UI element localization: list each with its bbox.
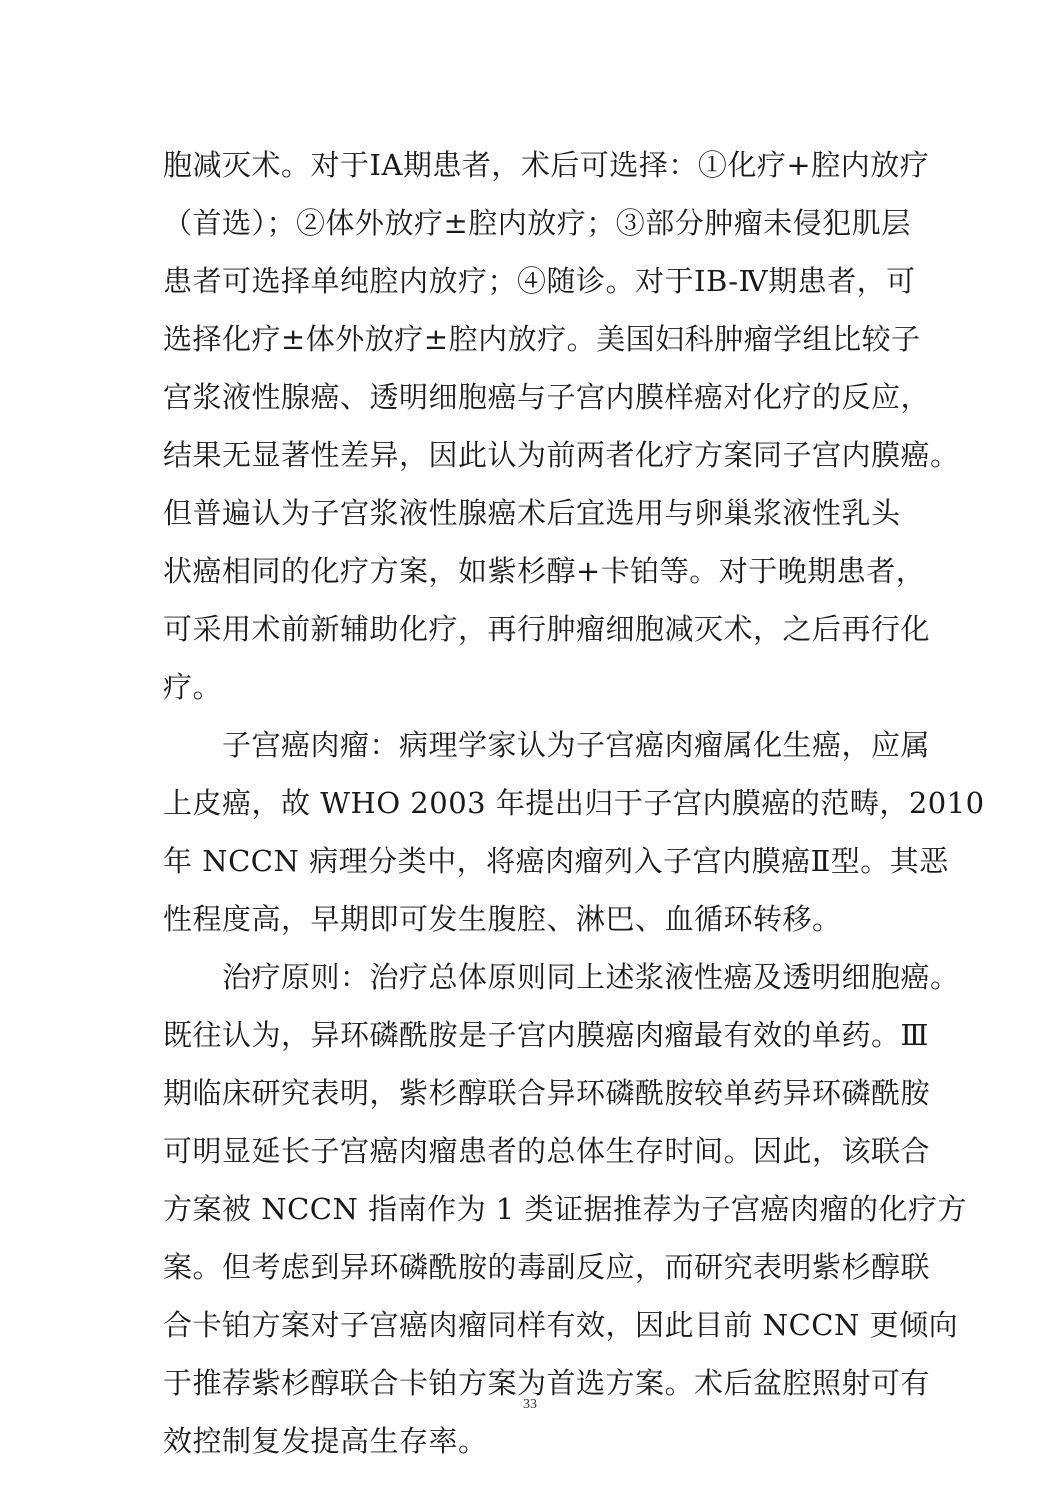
- text-line: （首选）；②体外放疗±腔内放疗；③部分肿瘤未侵犯肌层: [163, 206, 911, 240]
- text-line: 年 NCCN 病理分类中，将癌肉瘤列入子宫内膜癌Ⅱ型。其恶: [163, 844, 949, 878]
- body-text: [163, 136, 985, 1470]
- paragraph-start-line: 治疗原则：治疗总体原则同上述浆液性癌及透明细胞癌。: [163, 960, 960, 994]
- paragraph-start-line: 子宫癌肉瘤：病理学家认为子宫癌肉瘤属化生癌，应属: [163, 728, 931, 762]
- text-line: 结果无显著性差异，因此认为前两者化疗方案同子宫内膜癌。: [163, 438, 960, 472]
- text-line: 既往认为，异环磷酰胺是子宫内膜癌肉瘤最有效的单药。Ⅲ: [163, 1018, 929, 1052]
- text-line: 患者可选择单纯腔内放疗；④随诊。对于ⅠB-Ⅳ期患者，可: [163, 264, 916, 298]
- text-line: 上皮癌，故 WHO 2003 年提出归于子宫内膜癌的范畴，2010: [163, 786, 985, 820]
- text-line: 选择化疗±体外放疗±腔内放疗。美国妇科肿瘤学组比较子: [163, 322, 921, 356]
- text-line: 但普遍认为子宫浆液性腺癌术后宜选用与卵巢浆液性乳头: [163, 496, 901, 530]
- text-line: 效控制复发提高生存率。: [163, 1424, 488, 1458]
- text-line: 于推荐紫杉醇联合卡铂方案为首选方案。术后盆腔照射可有: [163, 1366, 931, 1400]
- text-line: 性程度高，早期即可发生腹腔、淋巴、血循环转移。: [163, 902, 842, 936]
- text-line: 期临床研究表明，紫杉醇联合异环磷酰胺较单药异环磷酰胺: [163, 1076, 931, 1110]
- text-line: 状癌相同的化疗方案，如紫杉醇+卡铂等。对于晚期患者，: [163, 554, 926, 588]
- text-line: 胞减灭术。对于ⅠA期患者，术后可选择：①化疗+腔内放疗: [163, 148, 930, 182]
- text-line: 可明显延长子宫癌肉瘤患者的总体生存时间。因此，该联合: [163, 1134, 931, 1168]
- text-line: 宫浆液性腺癌、透明细胞癌与子宫内膜样癌对化疗的反应，: [163, 380, 931, 414]
- text-line: 案。但考虑到异环磷酰胺的毒副反应，而研究表明紫杉醇联: [163, 1250, 931, 1284]
- text-line: 可采用术前新辅助化疗，再行肿瘤细胞减灭术，之后再行化: [163, 612, 931, 646]
- page-number: 33: [523, 1397, 537, 1412]
- text-line: 方案被 NCCN 指南作为 1 类证据推荐为子宫癌肉瘤的化疗方: [163, 1192, 967, 1226]
- text-line: 合卡铂方案对子宫癌肉瘤同样有效，因此目前 NCCN 更倾向: [163, 1308, 959, 1342]
- text-line: 疗。: [163, 670, 223, 704]
